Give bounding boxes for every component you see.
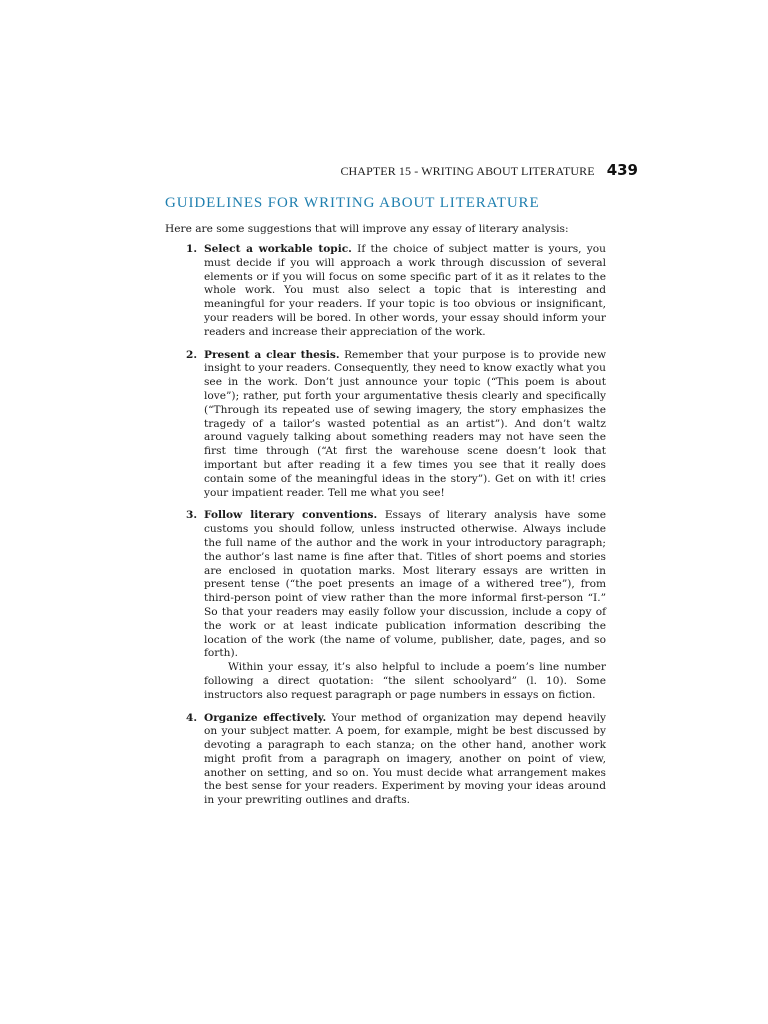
- guideline-body: If the choice of subject matter is yours, you must decide if you will approach a work through discussion of several elements or if you will focus on some specific part of it as it relates to the whole work. You must also select a topic that is interesting and meaningful for your readers. If your topic is too obvious or insignificant, your readers will be bored. In other words, your essay should inform your readers and increase their appreciation of the work.: [204, 243, 606, 338]
- guideline-number: 1.: [186, 243, 198, 255]
- guideline-text: [204, 509, 606, 661]
- chapter-label: CHAPTER 15 - WRITING ABOUT LITERATURE: [340, 164, 595, 178]
- guideline-item-thesis: [165, 349, 606, 501]
- guideline-heading: Organize effectively.: [204, 711, 327, 724]
- guidelines-list: [165, 243, 606, 817]
- guideline-item-organize: [165, 712, 606, 809]
- guideline-heading: Follow literary conventions.: [204, 509, 378, 522]
- guideline-number: 3.: [186, 509, 198, 522]
- guideline-body: Essays of literary analysis have some customs you should follow, unless instructed otherwise. Always include the full name of the author and the work in your introductory paragraph; the author’s last name is fine after that. Titles of short poems and stories are enclosed in quotation marks. Most literary essays are written in present tense (“the poet presents an image of a withered tree”), from third-person point of view rather than the more informal first-person “I.” So that your readers may easily follow your discussion, include a copy of the work or at least indicate publication information describing the location of the work (the name of volume, publisher, date, pages, and so forth).: [204, 509, 606, 660]
- guideline-text: [204, 349, 606, 501]
- section-title: GUIDELINES FOR WRITING ABOUT LITERATURE: [165, 195, 540, 211]
- guideline-body: Your method of organization may depend heavily on your subject matter. A poem, for example, might be best discussed by devoting a paragraph to each stanza; on the other hand, another work might profit from a paragraph on imagery, another on point of view, another on setting, and so on. You must decide what arrangement makes the best sense for your readers. Experiment by moving your ideas around in your prewriting outlines and drafts.: [204, 711, 606, 807]
- running-header: [340, 161, 638, 179]
- guideline-number: 2.: [186, 348, 198, 361]
- guideline-heading: Present a clear thesis.: [204, 348, 340, 361]
- guideline-item-topic: [165, 243, 606, 340]
- guideline-item-conventions: [165, 509, 606, 702]
- guideline-body: Remember that your purpose is to provide new insight to your readers. Consequently, they need to know exactly what you see in the work. Don’t just announce your topic (“This poem is about love”); rather, put forth your argumentative thesis clearly and specifically (“Through its repeated use of sewing imagery, the story emphasizes the tragedy of a tailor’s wasted potential as an artist”). And don’t waltz around vaguely talking about something readers may not have seen the first time through (“At first the warehouse scene doesn’t look that important but after reading it a few times you see that it really does contain some of the meaningful ideas in the story”). Get on with it! cries your impatient reader. Tell me what you see!: [204, 348, 607, 499]
- intro-paragraph: Here are some suggestions that will improve any essay of literary analysis:: [165, 223, 569, 235]
- page-number: 439: [606, 161, 638, 179]
- guideline-extra-paragraph: Within your essay, it’s also helpful to include a poem’s line number following a direct quotation: “the silent schoolyard” (l. 10). Some instructors also request paragraph or page numbers in essays on fiction.: [204, 661, 606, 701]
- guideline-heading: Select a workable topic.: [204, 243, 352, 255]
- guideline-text: [204, 712, 606, 809]
- guideline-number: 4.: [186, 711, 198, 724]
- guideline-text: [204, 243, 606, 340]
